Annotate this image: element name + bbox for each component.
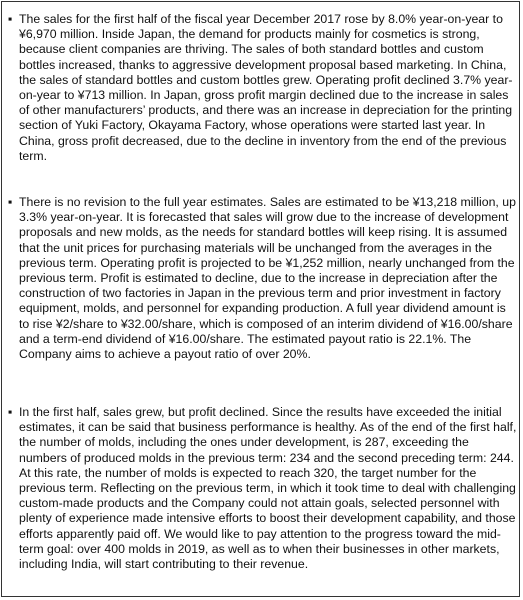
paragraph-commentary	[8, 405, 517, 572]
bullet-marker: ▪	[8, 195, 13, 209]
bullet-marker: ▪	[8, 405, 13, 419]
text-panel	[1, 1, 520, 597]
paragraph-text: In the first half, sales grew, but profit declined. Since the results have exceeded the initial estimates, it can be said that business performance is healthy. As of the end of the first half, the number of molds, including the ones under development, is 287, exceeding the numbers of produced molds in the previous term: 234 and the second preceding term: 244. At this rate, the number of molds is expected to reach 320, the target number for the previous term. Reflecting on the previous term, in which it took time to deal with challenging custom-made products and the Company could not attain goals, selected personnel with plenty of experience made intensive efforts to boost their development capability, and those efforts apparently paid off. We would like to pay attention to the progress toward the mid-term goal: over 400 molds in 2019, as well as to when their businesses in other markets, including India, will start contributing to their revenue.	[19, 405, 517, 572]
bullet-marker: ▪	[8, 12, 13, 26]
paragraph-first-half-results	[8, 12, 517, 164]
paragraph-text: The sales for the first half of the fiscal year December 2017 rose by 8.0% year-on-year to ¥6,970 million. Inside Japan, the demand for products mainly for cosmetics is strong, because client companies are thriving. The sales of both standard bottles and custom bottles increased, thanks to aggressive development proposal based marketing. In China, the sales of standard bottles and custom bottles grew. Operating profit declined 3.7% year-on-year to ¥713 million. In Japan, gross profit margin declined due to the increase in sales of other manufacturers’ products, and there was an increase in depreciation for the printing section of Yuki Factory, Okayama Factory, whose operations were started last year. In China, gross profit decreased, due to the decline in inventory from the end of the previous term.	[19, 12, 513, 163]
paragraph-full-year-estimates	[8, 195, 517, 362]
paragraph-text: There is no revision to the full year estimates. Sales are estimated to be ¥13,218 million, up 3.3% year-on-year. It is forecasted that sales will grow due to the increase of development proposals and new molds, as the needs for standard bottles will keep rising. It is assumed that the unit prices for purchasing materials will be unchanged from the averages in the previous term. Operating profit is projected to be ¥1,252 million, nearly unchanged from the previous term. Profit is estimated to decline, due to the increase in depreciation after the construction of two factories in Japan in the previous term and prior investment in factory equipment, molds, and personnel for expanding production. A full year dividend amount is to rise ¥2/share to ¥32.00/share, which is composed of an interim dividend of ¥16.00/share and a term-end dividend of ¥16.00/share. The estimated payout ratio is 22.1%. The Company aims to achieve a payout ratio of over 20%.	[19, 195, 516, 362]
